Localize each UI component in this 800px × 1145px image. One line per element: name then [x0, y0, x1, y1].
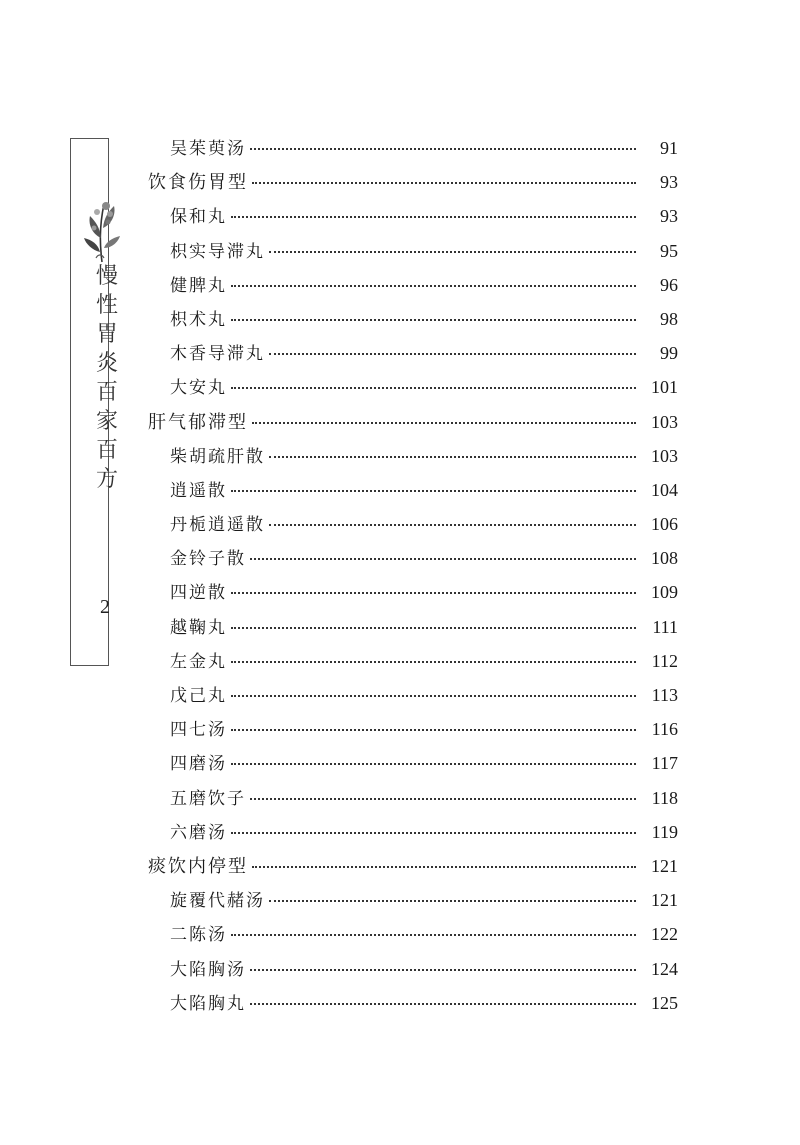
toc-entry-title: 大安丸 [170, 378, 227, 399]
toc-entry-title: 木香导滞丸 [170, 344, 265, 365]
toc-entry[interactable] [148, 442, 678, 476]
toc-section-heading[interactable] [148, 852, 678, 886]
dot-leader [269, 456, 636, 458]
toc-entry[interactable] [148, 955, 678, 989]
dot-leader [231, 832, 636, 834]
toc-entry-title: 旋覆代赭汤 [170, 891, 265, 912]
toc-entry[interactable] [148, 202, 678, 236]
toc-entry[interactable] [148, 578, 678, 612]
dot-leader [250, 969, 636, 971]
toc-entry-title: 四逆散 [170, 583, 227, 604]
dot-leader [231, 661, 636, 663]
toc-entry[interactable] [148, 134, 678, 168]
toc-entry-page: 101 [651, 377, 678, 398]
toc-entry-page: 113 [651, 685, 678, 705]
toc-entry[interactable] [148, 237, 678, 271]
side-book-title: 慢性胃炎百家百方 [95, 264, 118, 492]
toc-entry-title: 四磨汤 [170, 754, 227, 775]
toc-entry-page: 116 [651, 719, 678, 740]
dot-leader [252, 182, 636, 184]
toc-entry-page: 111 [652, 616, 678, 637]
dot-leader [231, 490, 636, 492]
toc-entry[interactable] [148, 544, 678, 578]
toc-entry-page: 119 [651, 821, 678, 842]
dot-leader [269, 524, 636, 526]
toc-entry-page: 99 [660, 343, 678, 364]
dot-leader [231, 934, 636, 936]
toc-entry-title: 饮食伤胃型 [148, 172, 248, 194]
toc-entry-title: 大陷胸丸 [170, 993, 246, 1014]
toc-entry-title: 左金丸 [170, 651, 227, 672]
toc-entry[interactable] [148, 920, 678, 954]
toc-entry-page: 103 [651, 411, 678, 432]
toc-entry-title: 金铃子散 [170, 549, 246, 570]
dot-leader [250, 798, 636, 800]
dot-leader [250, 1003, 636, 1005]
toc-entry-page: 91 [660, 138, 678, 158]
toc-entry[interactable] [148, 305, 678, 339]
toc-entry-page: 121 [651, 890, 678, 911]
dot-leader [231, 763, 636, 765]
toc-section-heading[interactable] [148, 408, 678, 442]
toc-entry-title: 六磨汤 [170, 822, 227, 843]
toc-entry-title: 二陈汤 [170, 925, 227, 946]
toc-entry-page: 122 [651, 924, 678, 945]
dot-leader [269, 900, 636, 902]
toc-entry-title: 越鞠丸 [170, 617, 227, 638]
dot-leader [252, 422, 636, 424]
toc-entry-title: 枳术丸 [170, 309, 227, 330]
toc-entry-page: 124 [651, 958, 678, 979]
toc-entry-title: 四七汤 [170, 720, 227, 741]
toc-entry[interactable] [148, 784, 678, 818]
toc-entry-title: 吴茱萸汤 [170, 139, 246, 159]
toc-entry[interactable] [148, 818, 678, 852]
toc-entry-page: 96 [660, 274, 678, 295]
dot-leader [269, 251, 636, 253]
dot-leader [231, 592, 636, 594]
toc-entry[interactable] [148, 339, 678, 373]
flower-icon [82, 198, 122, 264]
toc-entry-page: 125 [651, 992, 678, 1013]
toc-entry-page: 95 [660, 240, 678, 261]
dot-leader [252, 866, 636, 868]
dot-leader [231, 285, 636, 287]
toc-entry[interactable] [148, 886, 678, 920]
page-number: 2 [100, 596, 110, 618]
toc-entry-title: 逍遥散 [170, 480, 227, 501]
toc-entry-page: 109 [651, 582, 678, 603]
toc-entry-page: 93 [660, 206, 678, 227]
dot-leader [231, 216, 636, 218]
toc-entry-title: 保和丸 [170, 207, 227, 228]
dot-leader [269, 353, 636, 355]
toc-entry-title: 健脾丸 [170, 275, 227, 296]
toc-entry[interactable] [148, 989, 678, 1023]
toc-entry-title: 柴胡疏肝散 [170, 446, 265, 467]
toc-entry[interactable] [148, 715, 678, 749]
toc-entry-page: 104 [651, 479, 678, 500]
dot-leader [250, 558, 636, 560]
dot-leader [231, 695, 636, 697]
toc-entry[interactable] [148, 510, 678, 544]
toc-entry-page: 112 [651, 650, 678, 671]
dot-leader [231, 319, 636, 321]
toc-entry[interactable] [148, 749, 678, 783]
dot-leader [231, 627, 636, 629]
toc-entry-page: 93 [660, 172, 678, 193]
toc-entry-title: 肝气郁滞型 [148, 411, 248, 433]
toc-entry-page: 108 [651, 548, 678, 569]
toc-entry[interactable] [148, 647, 678, 681]
dot-leader [250, 148, 636, 150]
toc-entry-title: 大陷胸汤 [170, 959, 246, 980]
toc-entry-title: 丹栀逍遥散 [170, 515, 265, 536]
dot-leader [231, 387, 636, 389]
toc-entry-page: 98 [660, 308, 678, 329]
toc-entry[interactable] [148, 681, 678, 715]
toc-entry-title: 戊己丸 [170, 686, 227, 706]
table-of-contents [148, 134, 678, 1023]
toc-entry[interactable] [148, 476, 678, 510]
toc-entry-page: 121 [651, 855, 678, 876]
toc-entry-title: 痰饮内停型 [148, 855, 248, 877]
toc-entry-title: 枳实导滞丸 [170, 241, 265, 262]
dot-leader [231, 729, 636, 731]
toc-entry-page: 117 [651, 753, 678, 774]
toc-entry[interactable] [148, 373, 678, 407]
toc-entry-page: 103 [651, 445, 678, 466]
toc-section-heading[interactable] [148, 168, 678, 202]
toc-entry[interactable] [148, 613, 678, 647]
toc-entry[interactable] [148, 271, 678, 305]
toc-entry-page: 106 [651, 514, 678, 535]
toc-entry-title: 五磨饮子 [170, 788, 246, 809]
toc-entry-page: 118 [651, 787, 678, 808]
